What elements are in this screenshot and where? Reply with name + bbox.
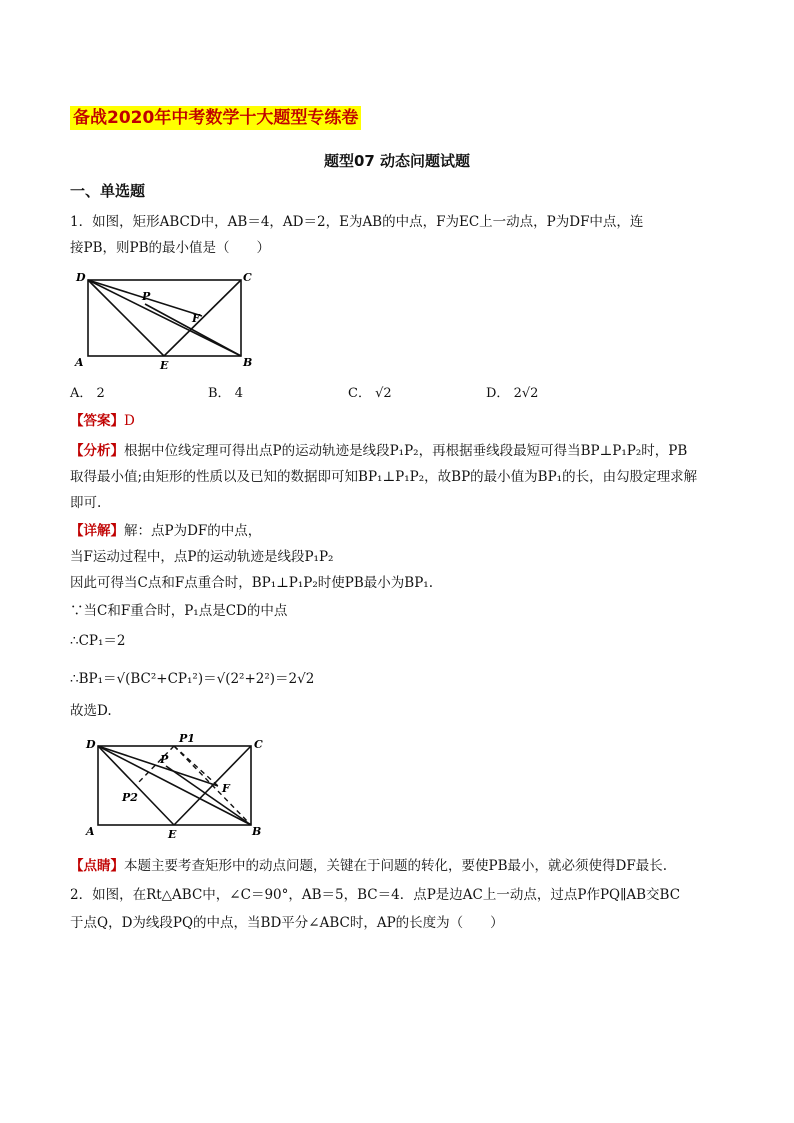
- detail-line5: ∴CP₁＝2: [70, 633, 126, 649]
- q2-stem-line1: 2．如图，在Rt△ABC中，∠C＝90°，AB＝5，BC＝4．点P是边AC上一动点，过点P作PQ∥AB交BC: [70, 887, 681, 903]
- analysis-line3: 即可.: [70, 495, 102, 511]
- answer-line: [70, 410, 730, 432]
- fig1-label-a: A: [75, 356, 84, 369]
- fig2-label-b: B: [252, 825, 262, 838]
- option-a[interactable]: A． 2: [70, 386, 105, 401]
- section-heading: 一、单选题: [70, 182, 146, 200]
- fig2-label-e: E: [168, 828, 177, 841]
- detail-line4: ∵当C和F重合时，P₁点是CD的中点: [70, 603, 288, 619]
- fig2-label-d: D: [86, 738, 96, 751]
- fig1-label-e: E: [160, 359, 169, 372]
- fig2-label-p1: P1: [179, 732, 195, 745]
- option-d[interactable]: D． 2√2: [486, 386, 539, 401]
- fig2-label-f: F: [222, 782, 230, 795]
- analysis-line1: 【分析】根据中位线定理可得出点P的运动轨迹是线段P₁P₂，再根据垂线段最短可得当BP⊥P₁P₂时，PB: [70, 443, 688, 459]
- fig1-label-c: C: [243, 271, 252, 284]
- fig2-label-c: C: [254, 738, 263, 751]
- detail-line2: 当F运动过程中，点P的运动轨迹是线段P₁P₂: [70, 549, 334, 565]
- detail-tag: 【详解】: [70, 523, 124, 539]
- detail-line3: 因此可得当C点和F点重合时，BP₁⊥P₁P₂时使PB最小为BP₁.: [70, 575, 434, 591]
- fig1-label-d: D: [76, 271, 86, 284]
- comment-line: 【点睛】本题主要考查矩形中的动点问题，关键在于问题的转化，要使PB最小，就必须使得DF最长.: [70, 858, 667, 874]
- q2-stem-line2: 于点Q，D为线段PQ的中点，当BD平分∠ABC时，AP的长度为（ ）: [70, 915, 504, 931]
- figure-1-rectangle: [72, 268, 262, 374]
- q1-stem-line2: 接PB，则PB的最小值是（ ）: [70, 240, 271, 256]
- q1-stem-line1: 1．如图，矩形ABCD中，AB＝4，AD＝2，E为AB的中点，F为EC上一动点，P为DF中点，连: [70, 214, 644, 230]
- option-c[interactable]: C． √2: [348, 386, 392, 401]
- fig1-label-b: B: [243, 356, 253, 369]
- option-b[interactable]: B． 4: [208, 386, 243, 401]
- analysis-line2: 取得最小值;由矩形的性质以及已知的数据即可知BP₁⊥P₁P₂，故BP的最小值为BP₁的长，由勾股定理求解: [70, 469, 698, 485]
- page-title: 题型07 动态问题试题: [323, 152, 471, 170]
- exam-banner: 备战2020年中考数学十大题型专练卷: [70, 106, 361, 130]
- fig2-label-p: P: [160, 753, 169, 766]
- q1-options: [70, 382, 570, 402]
- fig2-label-a: A: [86, 825, 95, 838]
- analysis-tag: 【分析】: [70, 443, 124, 459]
- figure-2-rectangle: [82, 728, 272, 842]
- detail-line6: ∴BP₁＝√(BC²+CP₁²)＝√(2²+2²)＝2√2: [70, 671, 315, 687]
- detail-line7: 故选D.: [70, 703, 112, 719]
- fig2-label-p2: P2: [122, 791, 138, 804]
- fig1-label-p: P: [142, 290, 151, 303]
- fig1-label-f: F: [192, 312, 200, 325]
- answer-value: D: [124, 413, 135, 429]
- detail-line1: 【详解】解：点P为DF的中点，: [70, 523, 262, 539]
- answer-tag: 【答案】: [70, 413, 124, 429]
- comment-tag: 【点睛】: [70, 858, 124, 874]
